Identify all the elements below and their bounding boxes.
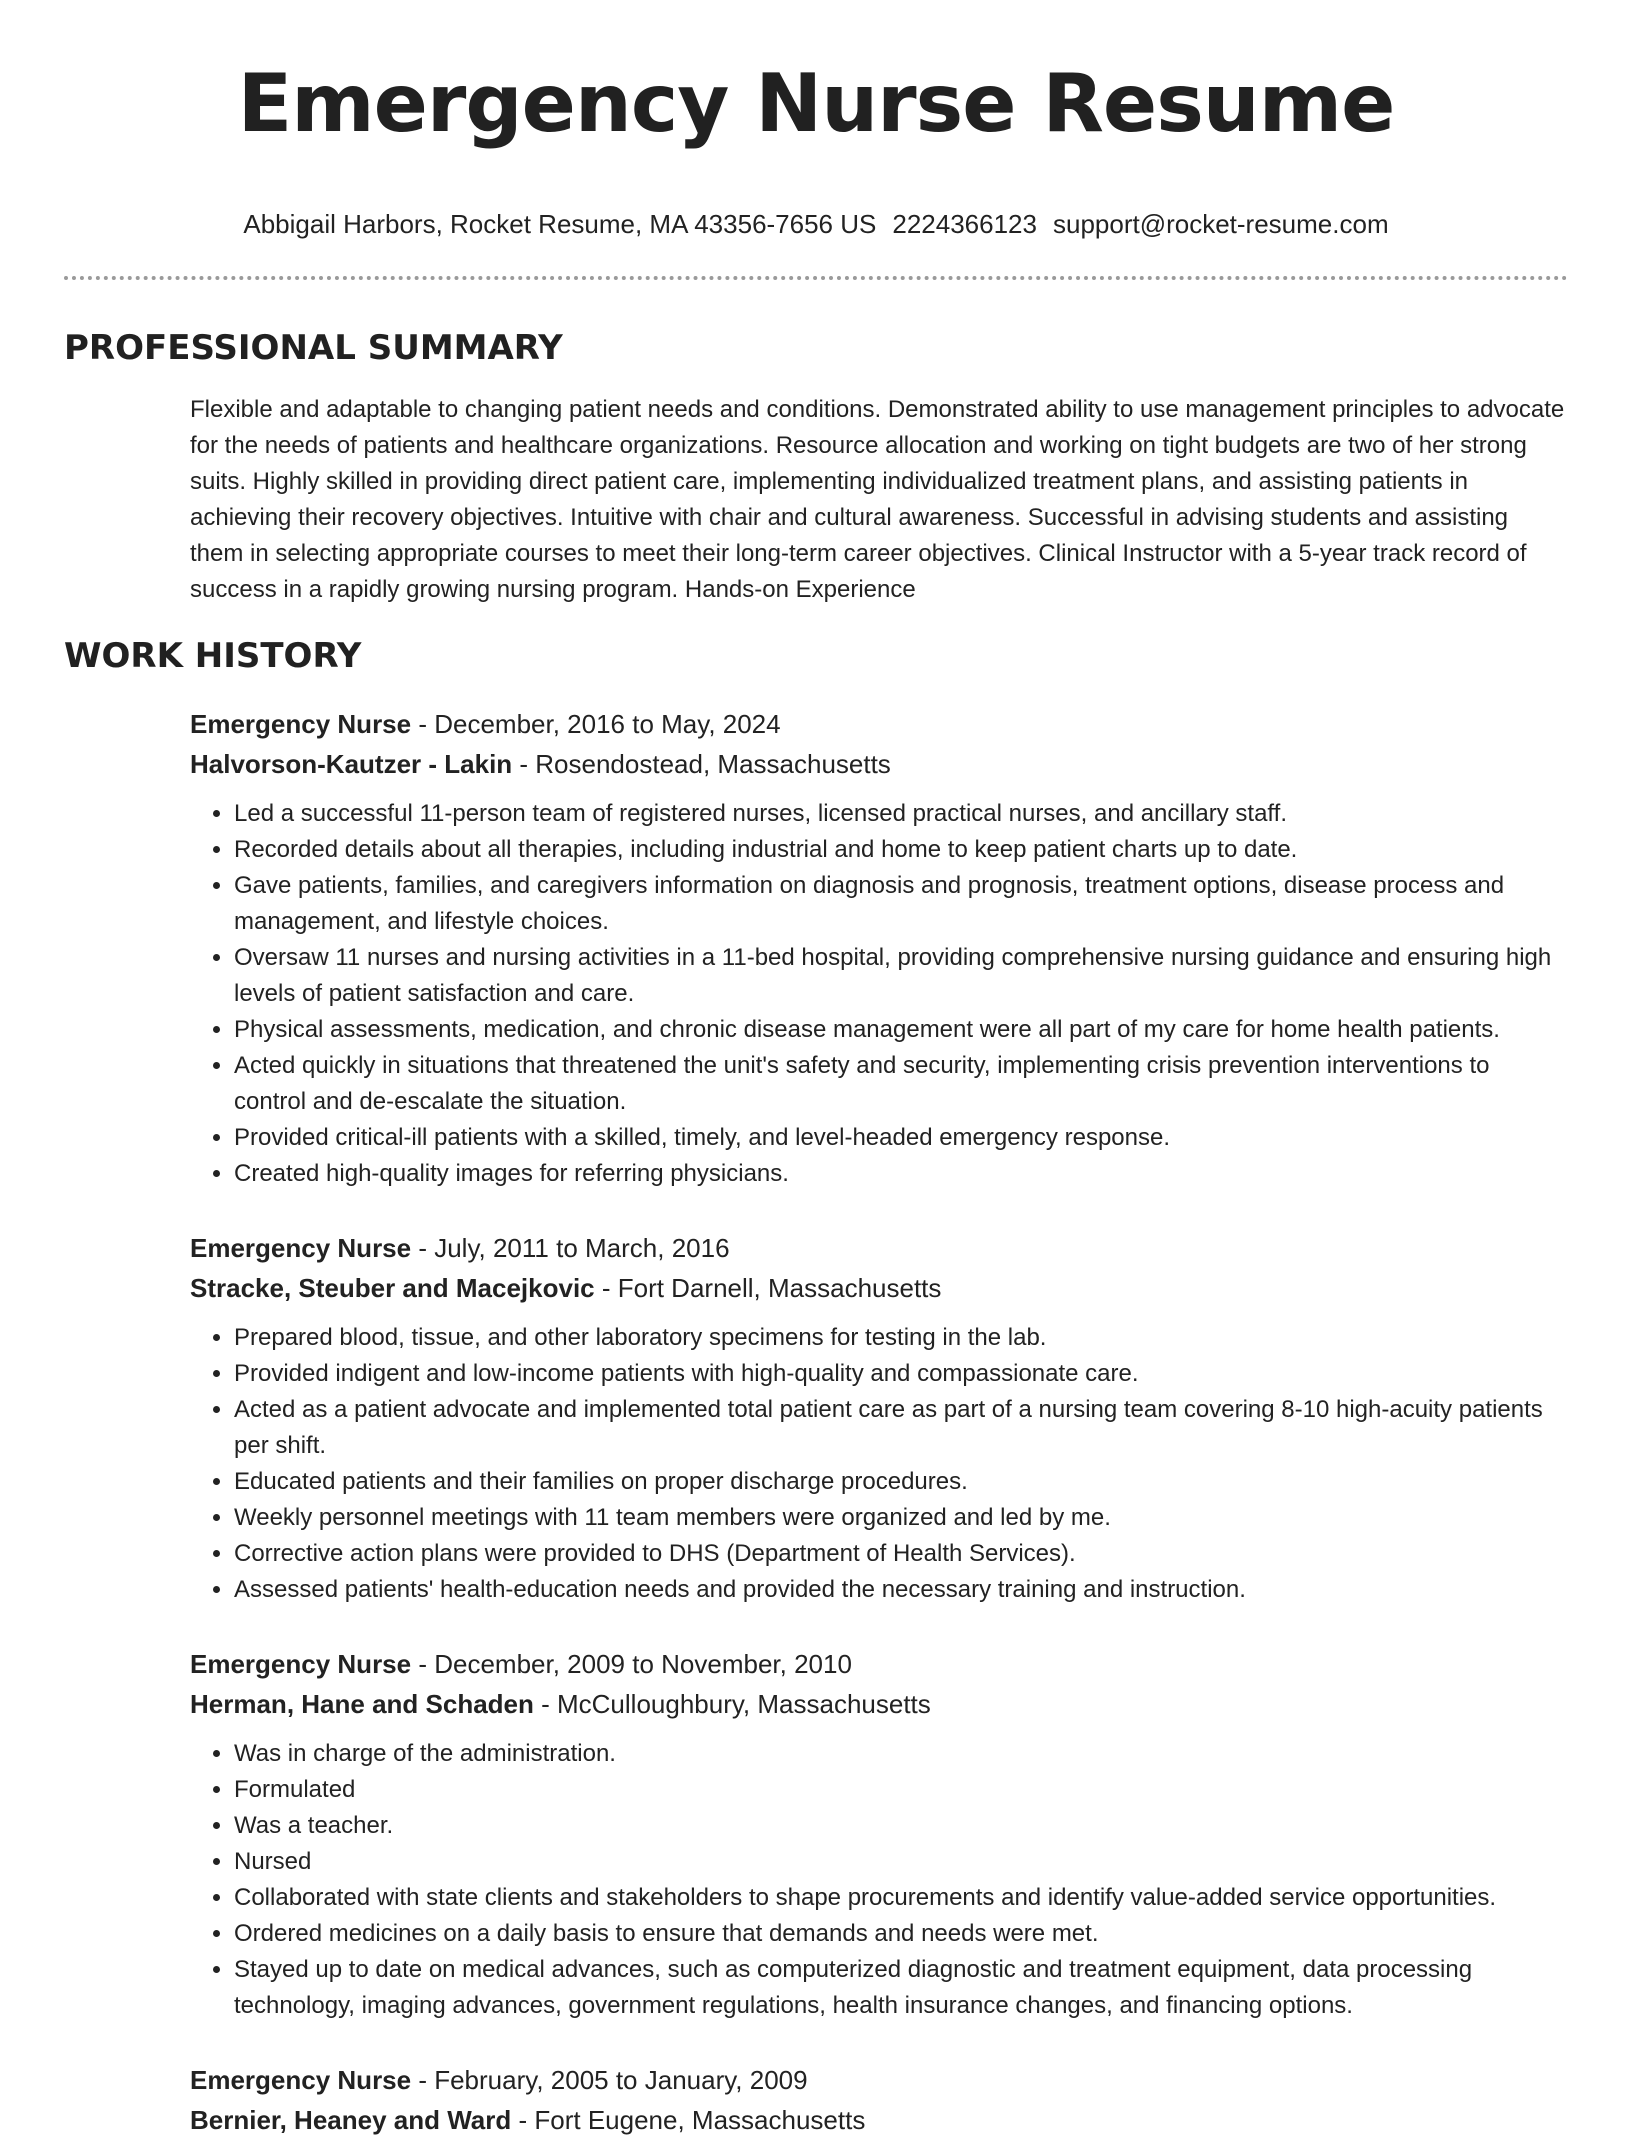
job-entry (190, 704, 1568, 1192)
job-employer: Stracke, Steuber and Macejkovic (190, 1272, 595, 1303)
duty-item: • Assessed patients' health-education needs and provided the necessary training and instruction. (234, 1572, 1568, 1608)
job-title-line (190, 1228, 1568, 1268)
resume-page (64, 0, 1568, 2140)
contact-phone: 2224366123 (892, 208, 1037, 239)
resume-title: Emergency Nurse Resume (237, 57, 1395, 150)
contact-address: Abbigail Harbors, Rocket Resume, MA 43356-7656 US (243, 208, 877, 239)
duty-item: • Stayed up to date on medical advances, such as computerized diagnostic and treatment equipment, data processing technology, imaging advances, government regulations, health insurance changes, and financing options. (234, 1952, 1568, 2024)
duty-item: • Provided indigent and low-income patients with high-quality and compassionate care. (234, 1356, 1568, 1392)
job-duties (190, 1320, 1568, 1608)
duty-item: • Acted quickly in situations that threatened the unit's safety and security, implementing crisis prevention interventions to control and de-escalate the situation. (234, 1048, 1568, 1120)
contact-email[interactable]: support@rocket-resume.com (1052, 208, 1389, 239)
duty-item: • Led a successful 11-person team of registered nurses, licensed practical nurses, and ancillary staff. (234, 796, 1568, 832)
duty-item: • Oversaw 11 nurses and nursing activities in a 11-bed hospital, providing comprehensive nursing guidance and ensuring high levels of patient satisfaction and care. (234, 940, 1568, 1012)
duty-item: • Formulated (234, 1772, 1568, 1808)
duty-item: • Was in charge of the administration. (234, 1736, 1568, 1772)
summary-text: Flexible and adaptable to changing patient needs and conditions. Demonstrated ability to use management principles to advocate for the needs of patients and healthcare organizations. Resource allocation and working on tight budgets are two of her strong suits. Highly skilled in providing direct patient care, implementing individualized treatment plans, and assisting patients in achieving their recovery objectives. Intuitive with chair and cultural awareness. Successful in advising students and assisting them in selecting appropriate courses to meet their long-term career objectives. Clinical Instructor with a 5-year track record of success in a rapidly growing nursing program. Hands-on Experience (190, 395, 1565, 603)
job-title: Emergency Nurse (190, 2064, 412, 2095)
job-duties (190, 796, 1568, 1192)
duty-item: • Created high-quality images for referring physicians. (234, 1156, 1568, 1192)
job-title-line (190, 704, 1568, 744)
duty-item: • Collaborated with state clients and stakeholders to shape procurements and identify value-added service opportunities. (234, 1880, 1568, 1916)
job-location: - Rosendostead, Massachusetts (512, 748, 891, 779)
job-dates: - December, 2016 to May, 2024 (411, 708, 781, 739)
header-divider (64, 276, 1568, 280)
contact-line (64, 206, 1568, 242)
job-dates: - December, 2009 to November, 2010 (411, 1648, 852, 1679)
work-history-heading: WORK HISTORY (64, 635, 362, 676)
job-dates: - July, 2011 to March, 2016 (411, 1232, 730, 1263)
job-employer-line (190, 1268, 1568, 1308)
job-dates: - February, 2005 to January, 2009 (411, 2064, 808, 2095)
job-duties (190, 1736, 1568, 2024)
job-entry (190, 1228, 1568, 1608)
job-entry (190, 2060, 1568, 2140)
job-entry (190, 1644, 1568, 2024)
summary-heading: PROFESSIONAL SUMMARY (64, 327, 563, 368)
job-employer: Herman, Hane and Schaden (190, 1688, 534, 1719)
job-employer-line (190, 744, 1568, 784)
duty-item: • Was a teacher. (234, 1808, 1568, 1844)
duty-item: • Weekly personnel meetings with 11 team members were organized and led by me. (234, 1500, 1568, 1536)
duty-item: • Physical assessments, medication, and chronic disease management were all part of my care for home health patients. (234, 1012, 1568, 1048)
job-location: - Fort Eugene, Massachusetts (511, 2104, 866, 2135)
duty-item: • Ordered medicines on a daily basis to ensure that demands and needs were met. (234, 1916, 1568, 1952)
duty-item: • Acted as a patient advocate and implemented total patient care as part of a nursing team covering 8-10 high-acuity patients per shift. (234, 1392, 1568, 1464)
job-employer: Bernier, Heaney and Ward (190, 2104, 512, 2135)
job-title-line (190, 1644, 1568, 1684)
duty-item: • Gave patients, families, and caregivers information on diagnosis and prognosis, treatment options, disease process and management, and lifestyle choices. (234, 868, 1568, 940)
job-title-line (190, 2060, 1568, 2100)
duty-item: • Educated patients and their families on proper discharge procedures. (234, 1464, 1568, 1500)
job-location: - Fort Darnell, Massachusetts (594, 1272, 942, 1303)
duty-item: • Prepared blood, tissue, and other laboratory specimens for testing in the lab. (234, 1320, 1568, 1356)
job-location: - McCulloughbury, Massachusetts (533, 1688, 931, 1719)
work-history-list (190, 704, 1568, 2140)
duty-item: • Nursed (234, 1844, 1568, 1880)
job-employer-line (190, 1684, 1568, 1724)
job-title: Emergency Nurse (190, 1232, 412, 1263)
job-title: Emergency Nurse (190, 708, 412, 739)
duty-item: • Provided critical-ill patients with a skilled, timely, and level-headed emergency response. (234, 1120, 1568, 1156)
duty-item: • Corrective action plans were provided to DHS (Department of Health Services). (234, 1536, 1568, 1572)
job-employer-line (190, 2100, 1568, 2140)
job-title: Emergency Nurse (190, 1648, 412, 1679)
duty-item: • Recorded details about all therapies, including industrial and home to keep patient charts up to date. (234, 832, 1568, 868)
job-employer: Halvorson-Kautzer - Lakin (190, 748, 513, 779)
